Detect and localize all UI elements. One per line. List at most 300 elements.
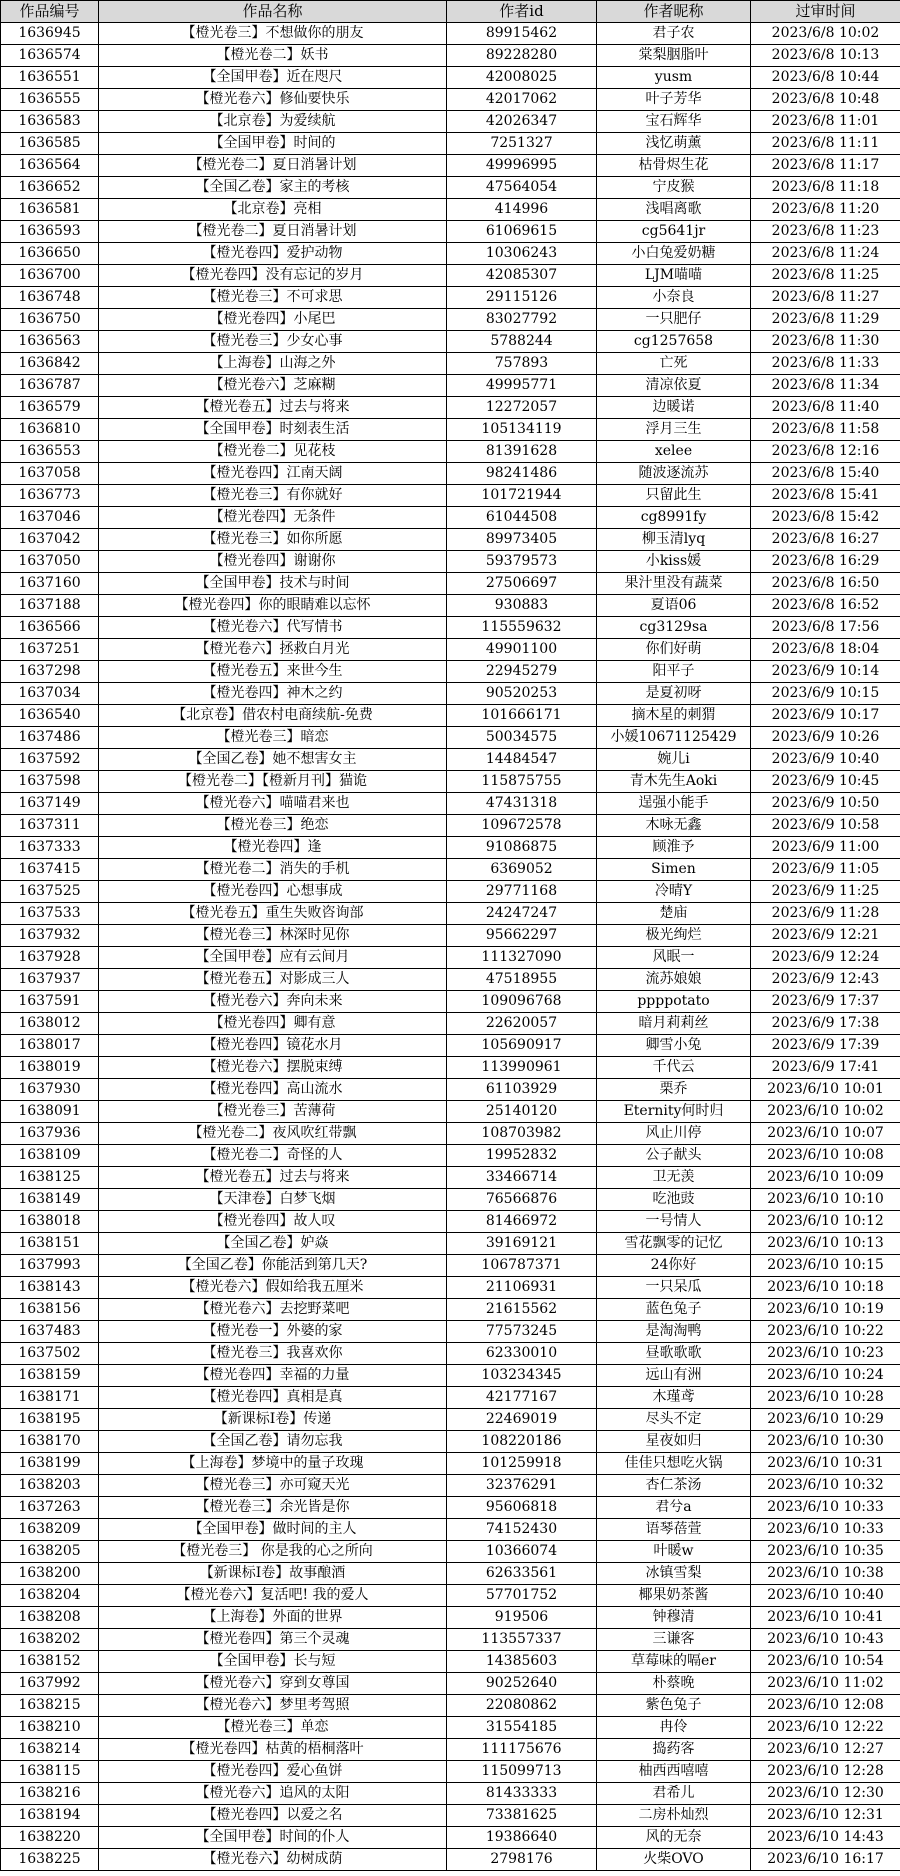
- cell-author-id: 109096768: [447, 991, 597, 1013]
- cell-author-nickname: ppppotato: [597, 991, 751, 1013]
- cell-author-id: 19386640: [447, 1827, 597, 1849]
- cell-work-id: 1637263: [1, 1497, 99, 1519]
- header-review-time: 过审时间: [751, 1, 900, 23]
- cell-author-nickname: 24你好: [597, 1255, 751, 1277]
- table-row: [1, 1079, 900, 1101]
- table-row: [1, 23, 900, 45]
- table-row: [1, 661, 900, 683]
- cell-author-nickname: 宝石辉华: [597, 111, 751, 133]
- cell-author-id: 89915462: [447, 23, 597, 45]
- cell-author-id: 757893: [447, 353, 597, 375]
- table-row: [1, 1387, 900, 1409]
- table-row: [1, 1299, 900, 1321]
- cell-work-id: 1638159: [1, 1365, 99, 1387]
- cell-review-time: 2023/6/9 12:21: [751, 925, 900, 947]
- cell-author-id: 47564054: [447, 177, 597, 199]
- cell-work-id: 1636787: [1, 375, 99, 397]
- cell-work-name: 【橙光卷五】过去与将来: [99, 1167, 447, 1189]
- cell-work-id: 1636583: [1, 111, 99, 133]
- cell-work-id: 1637525: [1, 881, 99, 903]
- cell-author-nickname: 青木先生Aoki: [597, 771, 751, 793]
- cell-work-id: 1638199: [1, 1453, 99, 1475]
- cell-author-nickname: cg8991fy: [597, 507, 751, 529]
- cell-author-nickname: 暗月莉莉丝: [597, 1013, 751, 1035]
- table-row: [1, 969, 900, 991]
- table-row: [1, 243, 900, 265]
- cell-author-id: 50034575: [447, 727, 597, 749]
- table-row: [1, 1233, 900, 1255]
- cell-review-time: 2023/6/8 11:40: [751, 397, 900, 419]
- table-row: [1, 1497, 900, 1519]
- cell-author-nickname: Eternity何时归: [597, 1101, 751, 1123]
- cell-author-id: 73381625: [447, 1805, 597, 1827]
- cell-review-time: 2023/6/8 15:41: [751, 485, 900, 507]
- table-row: [1, 1629, 900, 1651]
- cell-author-nickname: 风的无奈: [597, 1827, 751, 1849]
- cell-work-id: 1638208: [1, 1607, 99, 1629]
- cell-review-time: 2023/6/8 11:20: [751, 199, 900, 221]
- cell-work-name: 【橙光卷四】谢谢你: [99, 551, 447, 573]
- cell-work-name: 【橙光卷四】卿有意: [99, 1013, 447, 1035]
- cell-work-name: 【橙光卷四】江南天阔: [99, 463, 447, 485]
- cell-work-name: 【橙光卷四】逢: [99, 837, 447, 859]
- cell-work-name: 【橙光卷三】亦可窥天光: [99, 1475, 447, 1497]
- table-row: [1, 1101, 900, 1123]
- cell-author-nickname: 千代云: [597, 1057, 751, 1079]
- cell-review-time: 2023/6/10 10:41: [751, 1607, 900, 1629]
- cell-author-nickname: 风止川停: [597, 1123, 751, 1145]
- cell-author-id: 111175676: [447, 1739, 597, 1761]
- cell-review-time: 2023/6/8 16:52: [751, 595, 900, 617]
- cell-author-id: 95606818: [447, 1497, 597, 1519]
- cell-author-id: 32376291: [447, 1475, 597, 1497]
- cell-author-nickname: 冰镇雪梨: [597, 1563, 751, 1585]
- cell-review-time: 2023/6/9 11:28: [751, 903, 900, 925]
- cell-author-nickname: 柚西西嘻嘻: [597, 1761, 751, 1783]
- cell-work-id: 1636553: [1, 441, 99, 463]
- cell-author-id: 42177167: [447, 1387, 597, 1409]
- cell-work-id: 1638152: [1, 1651, 99, 1673]
- cell-author-nickname: 叶暖w: [597, 1541, 751, 1563]
- cell-work-id: 1636773: [1, 485, 99, 507]
- cell-work-name: 【全国乙卷】家主的考核: [99, 177, 447, 199]
- table-row: [1, 199, 900, 221]
- cell-work-name: 【橙光卷四】镜花水月: [99, 1035, 447, 1057]
- cell-author-nickname: 语琴蓓萱: [597, 1519, 751, 1541]
- cell-author-id: 115559632: [447, 617, 597, 639]
- cell-review-time: 2023/6/10 10:54: [751, 1651, 900, 1673]
- header-row: [1, 1, 900, 23]
- cell-author-id: 21615562: [447, 1299, 597, 1321]
- cell-review-time: 2023/6/10 10:01: [751, 1079, 900, 1101]
- cell-review-time: 2023/6/8 11:33: [751, 353, 900, 375]
- cell-review-time: 2023/6/8 10:02: [751, 23, 900, 45]
- cell-author-nickname: 风眠一: [597, 947, 751, 969]
- cell-review-time: 2023/6/10 10:13: [751, 1233, 900, 1255]
- cell-author-id: 27506697: [447, 573, 597, 595]
- cell-author-nickname: 佳佳只想吃火锅: [597, 1453, 751, 1475]
- cell-review-time: 2023/6/9 17:41: [751, 1057, 900, 1079]
- table-row: [1, 265, 900, 287]
- cell-author-id: 90252640: [447, 1673, 597, 1695]
- cell-review-time: 2023/6/8 11:27: [751, 287, 900, 309]
- cell-author-nickname: 椰果奶茶酱: [597, 1585, 751, 1607]
- cell-work-name: 【橙光卷四】故人叹: [99, 1211, 447, 1233]
- cell-work-id: 1638115: [1, 1761, 99, 1783]
- cell-work-name: 【橙光卷四】枯黄的梧桐落叶: [99, 1739, 447, 1761]
- cell-review-time: 2023/6/9 10:40: [751, 749, 900, 771]
- table-body: [1, 23, 900, 1871]
- cell-author-id: 930883: [447, 595, 597, 617]
- cell-review-time: 2023/6/10 10:02: [751, 1101, 900, 1123]
- cell-work-name: 【橙光卷四】无条件: [99, 507, 447, 529]
- cell-work-name: 【橙光卷二】夏日消暑计划: [99, 155, 447, 177]
- table-row: [1, 309, 900, 331]
- cell-work-id: 1637333: [1, 837, 99, 859]
- cell-work-id: 1637486: [1, 727, 99, 749]
- cell-author-nickname: 杏仁茶汤: [597, 1475, 751, 1497]
- cell-work-name: 【橙光卷二】【橙新月刊】猫诡: [99, 771, 447, 793]
- cell-work-name: 【橙光卷三】我喜欢你: [99, 1343, 447, 1365]
- cell-work-name: 【全国甲卷】技术与时间: [99, 573, 447, 595]
- cell-work-name: 【橙光卷三】单恋: [99, 1717, 447, 1739]
- cell-work-name: 【橙光卷四】你的眼睛难以忘怀: [99, 595, 447, 617]
- cell-work-id: 1637992: [1, 1673, 99, 1695]
- cell-author-id: 101721944: [447, 485, 597, 507]
- cell-review-time: 2023/6/10 10:43: [751, 1629, 900, 1651]
- cell-author-id: 113557337: [447, 1629, 597, 1651]
- cell-review-time: 2023/6/8 10:44: [751, 67, 900, 89]
- table-row: [1, 837, 900, 859]
- table-row: [1, 287, 900, 309]
- cell-review-time: 2023/6/10 10:22: [751, 1321, 900, 1343]
- table-row: [1, 1123, 900, 1145]
- table-row: [1, 1783, 900, 1805]
- table-row: [1, 133, 900, 155]
- cell-review-time: 2023/6/9 10:15: [751, 683, 900, 705]
- cell-review-time: 2023/6/10 10:33: [751, 1519, 900, 1541]
- cell-author-nickname: 昼歌歌歌: [597, 1343, 751, 1365]
- cell-author-nickname: 冉伶: [597, 1717, 751, 1739]
- cell-review-time: 2023/6/8 16:50: [751, 573, 900, 595]
- cell-author-nickname: 流苏娘娘: [597, 969, 751, 991]
- cell-work-name: 【橙光卷三】绝恋: [99, 815, 447, 837]
- cell-author-nickname: cg3129sa: [597, 617, 751, 639]
- cell-review-time: 2023/6/10 16:17: [751, 1849, 900, 1871]
- table-row: [1, 1761, 900, 1783]
- cell-author-nickname: 君兮a: [597, 1497, 751, 1519]
- table-row: [1, 639, 900, 661]
- cell-author-nickname: 清凉依夏: [597, 375, 751, 397]
- cell-author-id: 5788244: [447, 331, 597, 353]
- cell-work-name: 【橙光卷六】奔向未来: [99, 991, 447, 1013]
- cell-review-time: 2023/6/8 11:24: [751, 243, 900, 265]
- cell-author-nickname: 木瑾鸢: [597, 1387, 751, 1409]
- cell-work-id: 1636564: [1, 155, 99, 177]
- cell-review-time: 2023/6/8 11:11: [751, 133, 900, 155]
- cell-author-nickname: 君子农: [597, 23, 751, 45]
- cell-work-id: 1636574: [1, 45, 99, 67]
- cell-work-name: 【橙光卷五】来世今生: [99, 661, 447, 683]
- cell-author-id: 42008025: [447, 67, 597, 89]
- cell-author-id: 57701752: [447, 1585, 597, 1607]
- cell-author-id: 89973405: [447, 529, 597, 551]
- cell-author-id: 91086875: [447, 837, 597, 859]
- cell-author-id: 81391628: [447, 441, 597, 463]
- cell-review-time: 2023/6/8 15:40: [751, 463, 900, 485]
- cell-work-id: 1638149: [1, 1189, 99, 1211]
- table-row: [1, 1519, 900, 1541]
- cell-work-id: 1637149: [1, 793, 99, 815]
- cell-author-id: 108220186: [447, 1431, 597, 1453]
- table-row: [1, 1717, 900, 1739]
- cell-review-time: 2023/6/10 12:28: [751, 1761, 900, 1783]
- table-row: [1, 881, 900, 903]
- cell-work-name: 【上海卷】外面的世界: [99, 1607, 447, 1629]
- table-row: [1, 903, 900, 925]
- cell-work-name: 【全国乙卷】她不想害女主: [99, 749, 447, 771]
- table-row: [1, 155, 900, 177]
- table-row: [1, 463, 900, 485]
- cell-work-id: 1637502: [1, 1343, 99, 1365]
- table-row: [1, 507, 900, 529]
- cell-author-nickname: 叶子芳华: [597, 89, 751, 111]
- cell-review-time: 2023/6/10 12:31: [751, 1805, 900, 1827]
- cell-work-id: 1637928: [1, 947, 99, 969]
- table-row: [1, 1849, 900, 1871]
- cell-author-nickname: 宁皮猴: [597, 177, 751, 199]
- table-row: [1, 111, 900, 133]
- cell-work-name: 【橙光卷三】暗恋: [99, 727, 447, 749]
- cell-author-id: 21106931: [447, 1277, 597, 1299]
- cell-work-id: 1637058: [1, 463, 99, 485]
- cell-work-id: 1638214: [1, 1739, 99, 1761]
- cell-review-time: 2023/6/8 18:04: [751, 639, 900, 661]
- cell-work-id: 1638194: [1, 1805, 99, 1827]
- cell-work-id: 1636700: [1, 265, 99, 287]
- cell-author-id: 6369052: [447, 859, 597, 881]
- cell-work-name: 【橙光卷四】没有忘记的岁月: [99, 265, 447, 287]
- cell-work-name: 【全国甲卷】时刻表生活: [99, 419, 447, 441]
- cell-work-name: 【橙光卷四】小尾巴: [99, 309, 447, 331]
- cell-author-id: 81433333: [447, 1783, 597, 1805]
- cell-author-id: 95662297: [447, 925, 597, 947]
- table-row: [1, 45, 900, 67]
- cell-work-id: 1638203: [1, 1475, 99, 1497]
- cell-author-id: 47431318: [447, 793, 597, 815]
- cell-author-nickname: 一只肥仔: [597, 309, 751, 331]
- cell-author-nickname: LJM喵喵: [597, 265, 751, 287]
- cell-work-name: 【橙光卷六】假如给我五厘米: [99, 1277, 447, 1299]
- table-row: [1, 1453, 900, 1475]
- cell-work-id: 1637937: [1, 969, 99, 991]
- cell-author-id: 25140120: [447, 1101, 597, 1123]
- cell-review-time: 2023/6/8 16:29: [751, 551, 900, 573]
- cell-author-nickname: 随波逐流苏: [597, 463, 751, 485]
- table-row: [1, 1167, 900, 1189]
- table-row: [1, 1695, 900, 1717]
- cell-review-time: 2023/6/10 10:08: [751, 1145, 900, 1167]
- cell-work-name: 【全国甲卷】时间的仆人: [99, 1827, 447, 1849]
- cell-author-nickname: 木咏无鑫: [597, 815, 751, 837]
- table-row: [1, 595, 900, 617]
- cell-work-name: 【橙光卷六】喵喵君来也: [99, 793, 447, 815]
- cell-work-id: 1638091: [1, 1101, 99, 1123]
- cell-review-time: 2023/6/8 11:58: [751, 419, 900, 441]
- table-row: [1, 705, 900, 727]
- cell-author-id: 49901100: [447, 639, 597, 661]
- cell-work-id: 1637993: [1, 1255, 99, 1277]
- cell-review-time: 2023/6/10 10:35: [751, 1541, 900, 1563]
- cell-work-id: 1638170: [1, 1431, 99, 1453]
- cell-author-id: 42017062: [447, 89, 597, 111]
- cell-review-time: 2023/6/9 11:05: [751, 859, 900, 881]
- cell-work-name: 【橙光卷二】夜风吹红带飘: [99, 1123, 447, 1145]
- cell-work-name: 【天津卷】白梦飞烟: [99, 1189, 447, 1211]
- cell-author-nickname: 捣药客: [597, 1739, 751, 1761]
- cell-author-id: 24247247: [447, 903, 597, 925]
- cell-work-name: 【全国甲卷】应有云间月: [99, 947, 447, 969]
- cell-work-id: 1638019: [1, 1057, 99, 1079]
- cell-work-id: 1638018: [1, 1211, 99, 1233]
- cell-review-time: 2023/6/10 10:33: [751, 1497, 900, 1519]
- cell-work-id: 1636585: [1, 133, 99, 155]
- cell-review-time: 2023/6/8 11:01: [751, 111, 900, 133]
- cell-work-id: 1638109: [1, 1145, 99, 1167]
- cell-review-time: 2023/6/10 10:32: [751, 1475, 900, 1497]
- cell-work-id: 1638216: [1, 1783, 99, 1805]
- cell-author-id: 22945279: [447, 661, 597, 683]
- cell-author-id: 74152430: [447, 1519, 597, 1541]
- cell-work-id: 1636750: [1, 309, 99, 331]
- cell-author-nickname: 柳玉清lyq: [597, 529, 751, 551]
- cell-author-nickname: 远山有洲: [597, 1365, 751, 1387]
- cell-work-id: 1638210: [1, 1717, 99, 1739]
- cell-review-time: 2023/6/10 12:08: [751, 1695, 900, 1717]
- cell-review-time: 2023/6/8 11:34: [751, 375, 900, 397]
- cell-author-id: 10366074: [447, 1541, 597, 1563]
- cell-review-time: 2023/6/10 10:38: [751, 1563, 900, 1585]
- cell-work-id: 1637050: [1, 551, 99, 573]
- table-row: [1, 177, 900, 199]
- cell-work-id: 1637251: [1, 639, 99, 661]
- cell-author-nickname: 星夜如归: [597, 1431, 751, 1453]
- cell-review-time: 2023/6/9 17:37: [751, 991, 900, 1013]
- table-row: [1, 947, 900, 969]
- cell-work-name: 【全国甲卷】时间的: [99, 133, 447, 155]
- cell-author-nickname: cg1257658: [597, 331, 751, 353]
- cell-review-time: 2023/6/9 10:17: [751, 705, 900, 727]
- cell-work-name: 【橙光卷二】夏日消暑计划: [99, 221, 447, 243]
- table-row: [1, 441, 900, 463]
- cell-work-name: 【橙光卷四】幸福的力量: [99, 1365, 447, 1387]
- cell-review-time: 2023/6/10 10:29: [751, 1409, 900, 1431]
- cell-author-nickname: 二房朴灿烈: [597, 1805, 751, 1827]
- cell-review-time: 2023/6/8 11:17: [751, 155, 900, 177]
- cell-review-time: 2023/6/10 10:12: [751, 1211, 900, 1233]
- cell-work-id: 1636555: [1, 89, 99, 111]
- cell-work-name: 【橙光卷五】对影成三人: [99, 969, 447, 991]
- cell-work-name: 【橙光卷三】余光皆是你: [99, 1497, 447, 1519]
- table-row: [1, 529, 900, 551]
- header-author-id: 作者id: [447, 1, 597, 23]
- cell-work-id: 1636540: [1, 705, 99, 727]
- table-row: [1, 331, 900, 353]
- table-row: [1, 1189, 900, 1211]
- cell-author-nickname: 三谦客: [597, 1629, 751, 1651]
- cell-review-time: 2023/6/10 11:02: [751, 1673, 900, 1695]
- cell-author-nickname: 蓝色兔子: [597, 1299, 751, 1321]
- table-row: [1, 1013, 900, 1035]
- cell-work-id: 1638143: [1, 1277, 99, 1299]
- table-row: [1, 793, 900, 815]
- cell-review-time: 2023/6/9 10:58: [751, 815, 900, 837]
- cell-author-id: 2798176: [447, 1849, 597, 1871]
- table-row: [1, 1035, 900, 1057]
- table-row: [1, 859, 900, 881]
- cell-author-id: 19952832: [447, 1145, 597, 1167]
- cell-author-nickname: 亡死: [597, 353, 751, 375]
- cell-review-time: 2023/6/8 11:29: [751, 309, 900, 331]
- cell-author-id: 39169121: [447, 1233, 597, 1255]
- cell-work-name: 【新课标Ⅰ卷】故事酿酒: [99, 1563, 447, 1585]
- cell-work-name: 【橙光卷二】妖书: [99, 45, 447, 67]
- table-row: [1, 1057, 900, 1079]
- cell-review-time: 2023/6/9 12:43: [751, 969, 900, 991]
- cell-author-nickname: 棠梨胭脂叶: [597, 45, 751, 67]
- cell-review-time: 2023/6/10 10:31: [751, 1453, 900, 1475]
- table-row: [1, 1651, 900, 1673]
- table-row: [1, 375, 900, 397]
- table-row: [1, 1145, 900, 1167]
- cell-author-nickname: 吃池豉: [597, 1189, 751, 1211]
- cell-author-id: 81466972: [447, 1211, 597, 1233]
- cell-work-name: 【橙光卷四】高山流水: [99, 1079, 447, 1101]
- cell-work-id: 1638215: [1, 1695, 99, 1717]
- table-row: [1, 573, 900, 595]
- cell-author-id: 111327090: [447, 947, 597, 969]
- cell-review-time: 2023/6/10 10:07: [751, 1123, 900, 1145]
- cell-work-name: 【全国乙卷】妒焱: [99, 1233, 447, 1255]
- table-row: [1, 727, 900, 749]
- cell-author-nickname: 浅忆萌薰: [597, 133, 751, 155]
- cell-review-time: 2023/6/9 17:39: [751, 1035, 900, 1057]
- cell-work-name: 【全国甲卷】近在咫尺: [99, 67, 447, 89]
- table-row: [1, 1585, 900, 1607]
- cell-work-id: 1636650: [1, 243, 99, 265]
- cell-author-id: 101259918: [447, 1453, 597, 1475]
- cell-author-id: 10306243: [447, 243, 597, 265]
- cell-review-time: 2023/6/8 11:30: [751, 331, 900, 353]
- cell-author-id: 103234345: [447, 1365, 597, 1387]
- cell-author-id: 89228280: [447, 45, 597, 67]
- cell-work-name: 【北京卷】亮相: [99, 199, 447, 221]
- cell-author-nickname: xelee: [597, 441, 751, 463]
- cell-author-nickname: yusm: [597, 67, 751, 89]
- table-row: [1, 1277, 900, 1299]
- cell-review-time: 2023/6/10 10:30: [751, 1431, 900, 1453]
- cell-review-time: 2023/6/9 11:00: [751, 837, 900, 859]
- cell-work-id: 1637936: [1, 1123, 99, 1145]
- cell-work-name: 【橙光卷四】以爱之名: [99, 1805, 447, 1827]
- table-row: [1, 89, 900, 111]
- table-row: [1, 1409, 900, 1431]
- cell-author-nickname: 阳平子: [597, 661, 751, 683]
- cell-author-nickname: 逞强小能手: [597, 793, 751, 815]
- cell-work-name: 【橙光卷四】爱护动物: [99, 243, 447, 265]
- cell-review-time: 2023/6/10 10:15: [751, 1255, 900, 1277]
- cell-author-id: 31554185: [447, 1717, 597, 1739]
